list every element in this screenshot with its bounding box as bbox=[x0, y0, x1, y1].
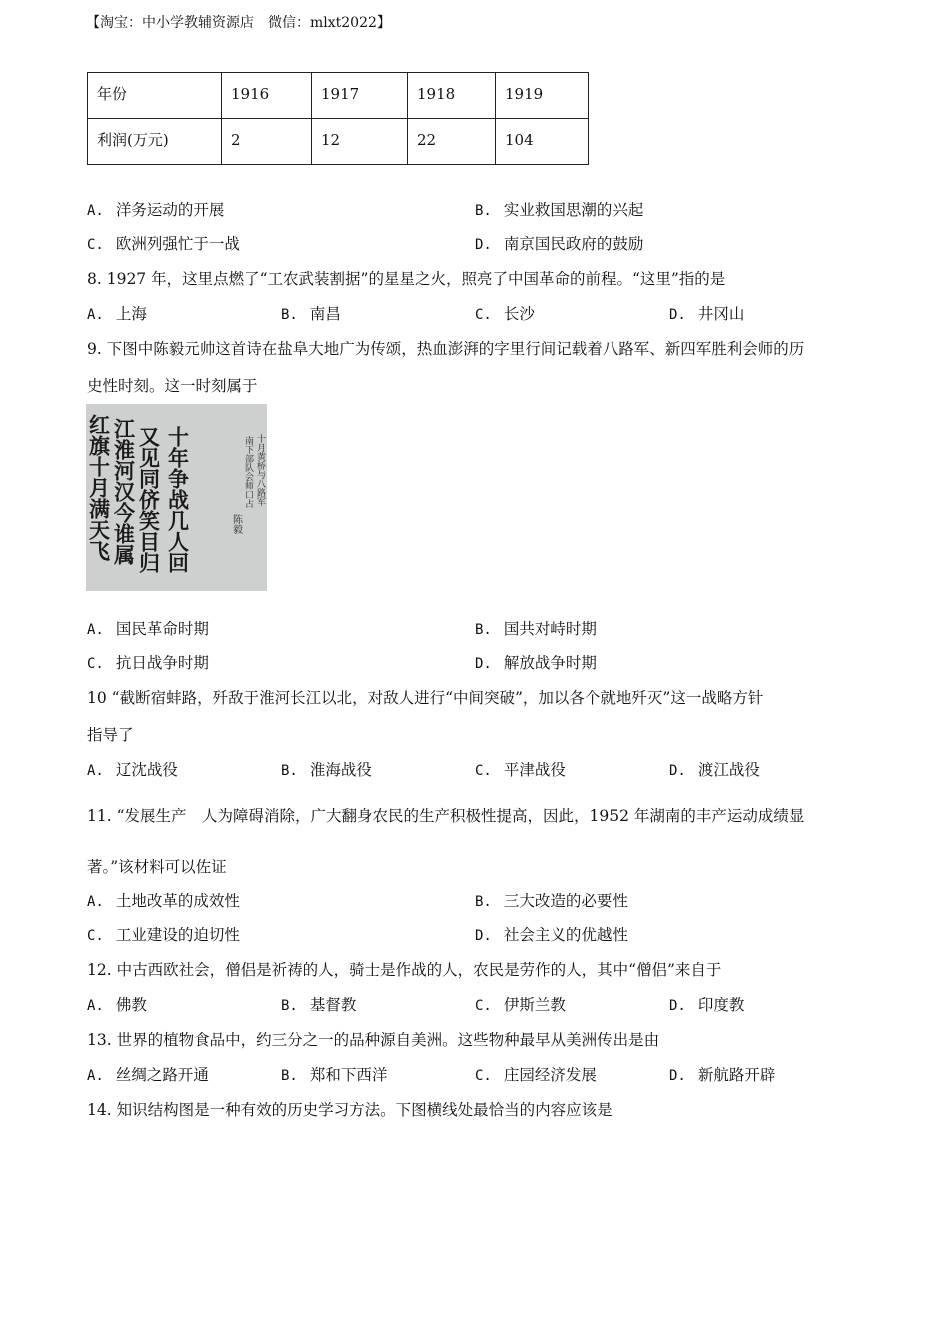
option-key: C. bbox=[475, 763, 492, 779]
q8-option-a[interactable] bbox=[87, 302, 147, 324]
option-key: C. bbox=[87, 237, 104, 253]
option-key: A. bbox=[87, 1068, 104, 1084]
q13-option-a[interactable] bbox=[87, 1063, 209, 1085]
q7-option-d[interactable] bbox=[475, 232, 643, 254]
q11-option-c[interactable] bbox=[87, 923, 240, 945]
option-key: D. bbox=[475, 928, 492, 944]
option-text: 基督教 bbox=[309, 996, 357, 1014]
option-key: A. bbox=[87, 203, 104, 219]
poem-column-1: 十年争战几人回 bbox=[165, 426, 191, 573]
option-text: 庄园经济发展 bbox=[503, 1066, 597, 1084]
option-text: 丝绸之路开通 bbox=[115, 1066, 209, 1084]
q10-stem-line-1: 10 “截断宿蚌路，歼敌于淮河长江以北，对敌人进行“中间突破”，加以各个就地歼灭”这一战略方针 bbox=[87, 689, 764, 707]
option-text: 抗日战争时期 bbox=[115, 654, 209, 672]
table-cell: 1919 bbox=[496, 73, 589, 119]
option-text: 平津战役 bbox=[503, 761, 566, 779]
option-text: 渡江战役 bbox=[697, 761, 760, 779]
table-cell: 利润(万元) bbox=[88, 119, 222, 165]
option-key: B. bbox=[475, 894, 492, 910]
option-key: A. bbox=[87, 622, 104, 638]
option-text: 土地改革的成效性 bbox=[115, 892, 240, 910]
q8-stem: 8. 1927 年，这里点燃了“工农武装割据”的星星之火，照亮了中国革命的前程。“这里”指的是 bbox=[87, 270, 726, 288]
option-key: C. bbox=[475, 998, 492, 1014]
option-key: D. bbox=[669, 998, 686, 1014]
q11-option-a[interactable] bbox=[87, 889, 240, 911]
option-key: D. bbox=[475, 237, 492, 253]
option-key: A. bbox=[87, 894, 104, 910]
option-text: 伊斯兰教 bbox=[503, 996, 566, 1014]
q10-option-b[interactable] bbox=[281, 758, 372, 780]
option-text: 洋务运动的开展 bbox=[115, 201, 225, 219]
inscription-column-1: 十月黄桥与八路军 bbox=[255, 434, 265, 506]
table-cell: 22 bbox=[408, 119, 496, 165]
q12-option-b[interactable] bbox=[281, 993, 356, 1015]
option-key: B. bbox=[281, 998, 298, 1014]
option-key: C. bbox=[475, 1068, 492, 1084]
option-text: 社会主义的优越性 bbox=[503, 926, 628, 944]
q12-option-d[interactable] bbox=[669, 993, 744, 1015]
q8-option-d[interactable] bbox=[669, 302, 744, 324]
table-row bbox=[88, 119, 589, 165]
q13-stem: 13. 世界的植物食品中，约三分之一的品种源自美洲。这些物种最早从美洲传出是由 bbox=[87, 1031, 660, 1049]
calligraphy-svg bbox=[86, 404, 267, 591]
table-cell: 年份 bbox=[88, 73, 222, 119]
option-key: D. bbox=[669, 1068, 686, 1084]
table-row bbox=[88, 73, 589, 119]
option-text: 三大改造的必要性 bbox=[503, 892, 628, 910]
table-cell: 1916 bbox=[222, 73, 312, 119]
option-key: C. bbox=[475, 307, 492, 323]
option-text: 井冈山 bbox=[697, 305, 745, 323]
table-cell: 104 bbox=[496, 119, 589, 165]
q9-stem-line-1: 9. 下图中陈毅元帅这首诗在盐阜大地广为传颂，热血澎湃的字里行间记载着八路军、新四军胜利会师的历 bbox=[87, 340, 805, 358]
option-key: D. bbox=[669, 763, 686, 779]
option-key: D. bbox=[475, 656, 492, 672]
option-text: 淮海战役 bbox=[309, 761, 372, 779]
q13-option-d[interactable] bbox=[669, 1063, 775, 1085]
q12-stem: 12. 中古西欧社会，僧侣是祈祷的人，骑士是作战的人，农民是劳作的人，其中“僧侣”来自于 bbox=[87, 961, 722, 979]
option-text: 上海 bbox=[115, 305, 147, 323]
option-text: 南昌 bbox=[309, 305, 341, 323]
option-key: C. bbox=[87, 928, 104, 944]
calligraphy-poem-image bbox=[86, 404, 267, 591]
option-key: A. bbox=[87, 998, 104, 1014]
option-key: B. bbox=[281, 1068, 298, 1084]
option-key: B. bbox=[475, 203, 492, 219]
table-cell: 12 bbox=[312, 119, 408, 165]
option-text: 解放战争时期 bbox=[503, 654, 597, 672]
option-text: 辽沈战役 bbox=[115, 761, 178, 779]
option-key: B. bbox=[475, 622, 492, 638]
q7-option-a[interactable] bbox=[87, 198, 224, 220]
q11-option-b[interactable] bbox=[475, 889, 628, 911]
q12-option-a[interactable] bbox=[87, 993, 147, 1015]
option-text: 实业救国思潮的兴起 bbox=[503, 201, 644, 219]
option-text: 长沙 bbox=[503, 305, 535, 323]
poem-column-4: 红旗十月满天飞 bbox=[86, 414, 112, 561]
option-text: 佛教 bbox=[115, 996, 147, 1014]
option-key: A. bbox=[87, 763, 104, 779]
q12-option-c[interactable] bbox=[475, 993, 566, 1015]
option-text: 新航路开辟 bbox=[697, 1066, 776, 1084]
q9-option-c[interactable] bbox=[87, 651, 209, 673]
q10-option-d[interactable] bbox=[669, 758, 760, 780]
option-text: 国民革命时期 bbox=[115, 620, 209, 638]
option-key: B. bbox=[281, 763, 298, 779]
option-text: 郑和下西洋 bbox=[309, 1066, 388, 1084]
q10-option-c[interactable] bbox=[475, 758, 566, 780]
q7-option-c[interactable] bbox=[87, 232, 240, 254]
q13-option-b[interactable] bbox=[281, 1063, 387, 1085]
header-watermark-note: 【淘宝：中小学教辅资源店 微信：mlxt2022】 bbox=[86, 15, 391, 31]
q9-option-b[interactable] bbox=[475, 617, 597, 639]
inscription-column-2: 南下部队会师口占 bbox=[243, 436, 253, 508]
inscription-signature: 陈毅 bbox=[230, 514, 242, 534]
q10-stem-line-2: 指导了 bbox=[87, 726, 134, 744]
option-text: 南京国民政府的鼓励 bbox=[503, 235, 644, 253]
q10-option-a[interactable] bbox=[87, 758, 178, 780]
q11-stem-line-2: 著。”该材料可以佐证 bbox=[87, 858, 227, 876]
q8-option-c[interactable] bbox=[475, 302, 535, 324]
q8-option-b[interactable] bbox=[281, 302, 341, 324]
q11-option-d[interactable] bbox=[475, 923, 628, 945]
q9-option-d[interactable] bbox=[475, 651, 597, 673]
option-key: B. bbox=[281, 307, 298, 323]
q7-option-b[interactable] bbox=[475, 198, 643, 220]
q14-stem: 14. 知识结构图是一种有效的历史学习方法。下图横线处最恰当的内容应该是 bbox=[87, 1101, 613, 1119]
profit-table bbox=[87, 72, 589, 165]
poem-column-3: 江淮河汉今谁属 bbox=[111, 418, 137, 565]
q13-option-c[interactable] bbox=[475, 1063, 597, 1085]
table-cell: 2 bbox=[222, 119, 312, 165]
poem-column-2: 又见同侪笑目归 bbox=[136, 426, 162, 573]
option-key: A. bbox=[87, 307, 104, 323]
q9-stem-line-2: 史性时刻。这一时刻属于 bbox=[87, 377, 258, 395]
option-key: D. bbox=[669, 307, 686, 323]
q11-stem-line-1: 11. “发展生产 人为障碍消除，广大翻身农民的生产积极性提高，因此，1952 年湖南的丰产运动成绩显 bbox=[87, 807, 805, 825]
table-cell: 1918 bbox=[408, 73, 496, 119]
q9-option-a[interactable] bbox=[87, 617, 209, 639]
option-key: C. bbox=[87, 656, 104, 672]
option-text: 欧洲列强忙于一战 bbox=[115, 235, 240, 253]
table-cell: 1917 bbox=[312, 73, 408, 119]
option-text: 印度教 bbox=[697, 996, 745, 1014]
option-text: 国共对峙时期 bbox=[503, 620, 597, 638]
option-text: 工业建设的迫切性 bbox=[115, 926, 240, 944]
